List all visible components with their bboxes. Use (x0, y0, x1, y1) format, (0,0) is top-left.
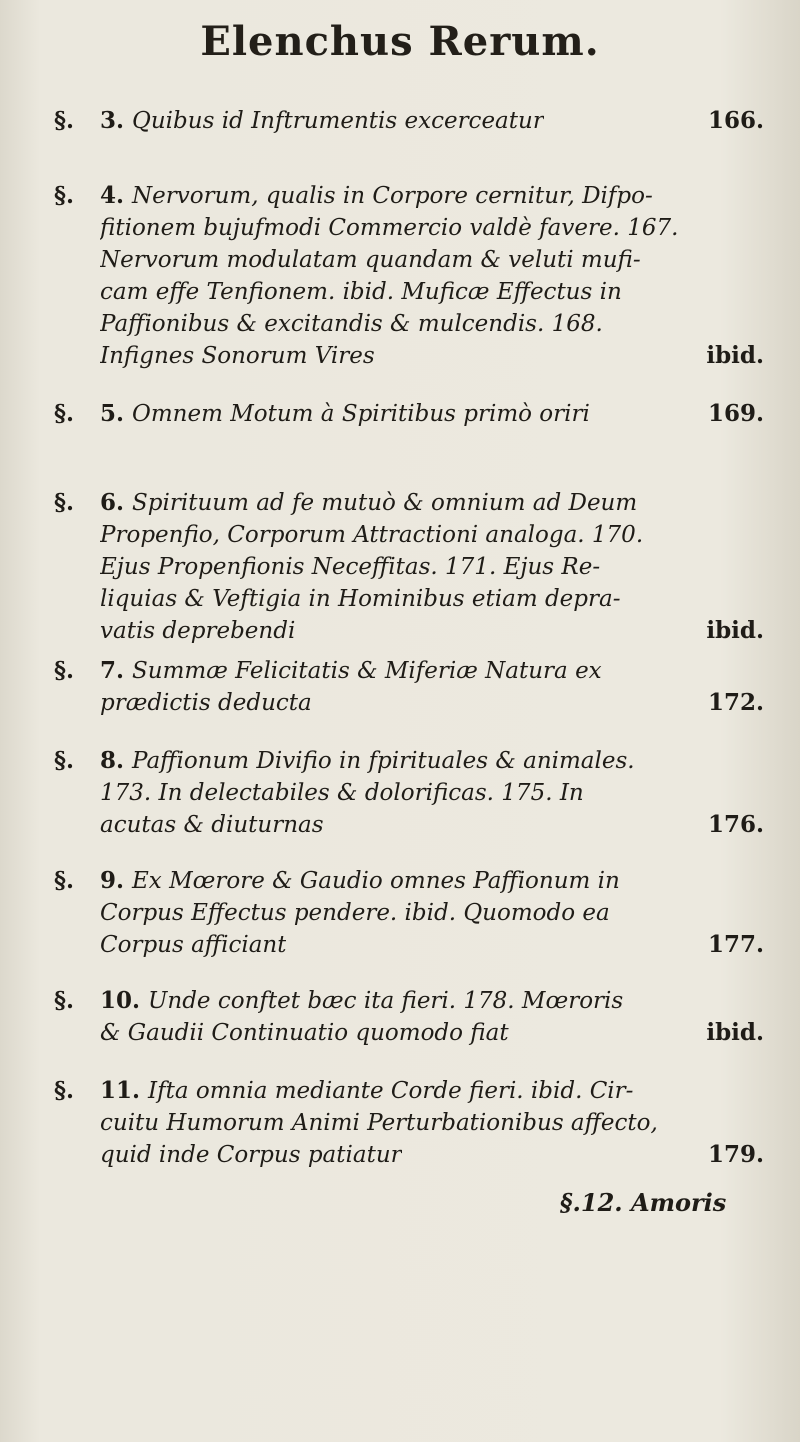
entry-line (100, 105, 764, 137)
page-reference: ibid. (706, 342, 764, 369)
entry-text: prædictis deducta (100, 690, 312, 716)
index-entry (54, 105, 764, 137)
entry-text: Omnem Motum à Spiritibus primò oriri (132, 401, 590, 427)
entry-line (100, 276, 764, 308)
entry-line (100, 308, 764, 340)
entry-text: liquias & Veftigia in Hominibus etiam depra- (100, 586, 621, 612)
index-entry (54, 865, 764, 961)
page-reference: 169. (707, 400, 764, 427)
entry-line (100, 615, 764, 647)
entry-line (100, 1075, 764, 1107)
index-entry (54, 985, 764, 1049)
entry-number: 3. (100, 107, 125, 134)
entry-line (100, 777, 764, 809)
entry-text: fitionem bujufmodi Commercio valdè favere. 167. (100, 215, 679, 241)
entry-line (100, 809, 764, 841)
section-mark: §. (54, 987, 75, 1014)
entry-text: Unde conftet bæc ita fieri. 178. Mœroris (148, 988, 624, 1014)
section-mark: §. (54, 489, 75, 516)
entry-line (100, 985, 764, 1017)
entry-text: cam effe Tenfionem. ibid. Muficæ Effectus in (100, 279, 622, 305)
entry-line (100, 244, 764, 276)
entry-text: acutas & diuturnas (100, 812, 324, 838)
page-reference: 172. (707, 689, 764, 716)
entry-text: quid inde Corpus patiatur (100, 1142, 402, 1168)
entry-text: Ifta omnia mediante Corde fieri. ibid. Cir- (148, 1078, 634, 1104)
section-mark: §. (54, 657, 75, 684)
entry-text: Ejus Propenfionis Neceffitas. 171. Ejus Re- (100, 554, 601, 580)
section-mark: §. (54, 867, 75, 894)
entry-number: 5. (100, 400, 125, 427)
entry-text: Corpus afficiant (100, 932, 287, 958)
entry-line (100, 865, 764, 897)
entry-text: Propenfio, Corporum Attractioni analoga. 170. (100, 522, 644, 548)
section-mark: §. (54, 107, 75, 134)
entry-text: Nervorum, qualis in Corpore cernitur, Difpo- (132, 183, 653, 209)
entry-text: Paffionum Divifio in fpirituales & animales. (132, 748, 635, 774)
entry-text: Paffionibus & excitandis & mulcendis. 168. (100, 311, 603, 337)
index-entry (54, 745, 764, 841)
entry-line (100, 655, 764, 687)
page-reference: 166. (707, 107, 764, 134)
section-mark: §. (54, 182, 75, 209)
entry-line (100, 1107, 764, 1139)
index-entry (54, 1075, 764, 1171)
entry-line (100, 745, 764, 777)
entry-line (100, 551, 764, 583)
catchword: §.12. Amoris (560, 1188, 727, 1217)
entry-number: 8. (100, 747, 125, 774)
entry-line (100, 1017, 764, 1049)
page-reference: ibid. (706, 1019, 764, 1046)
entry-text: 173. In delectabiles & dolorificas. 175. In (100, 780, 584, 806)
entry-line (100, 1139, 764, 1171)
entry-line (100, 929, 764, 961)
entry-line (100, 212, 764, 244)
index-entry (54, 398, 764, 430)
entry-number: 9. (100, 867, 125, 894)
entry-number: 10. (100, 987, 141, 1014)
entry-line (100, 398, 764, 430)
entry-line (100, 519, 764, 551)
entry-line (100, 340, 764, 372)
entry-number: 4. (100, 182, 125, 209)
entry-line (100, 583, 764, 615)
section-mark: §. (54, 747, 75, 774)
entry-line (100, 180, 764, 212)
entry-line (100, 897, 764, 929)
entry-number: 11. (100, 1077, 141, 1104)
section-mark: §. (54, 1077, 75, 1104)
entry-text: Spirituum ad fe mutuò & omnium ad Deum (132, 490, 638, 516)
entry-text: Quibus id Inftrumentis excerceatur (132, 108, 544, 134)
index-entry (54, 180, 764, 372)
page-reference: ibid. (706, 617, 764, 644)
entry-line (100, 487, 764, 519)
entry-text: Corpus Effectus pendere. ibid. Quomodo ea (100, 900, 610, 926)
page-reference: 177. (707, 931, 764, 958)
entry-text: & Gaudii Continuatio quomodo fiat (100, 1020, 509, 1046)
entry-number: 6. (100, 489, 125, 516)
entry-text: vatis deprebendi (100, 618, 296, 644)
entry-text: Nervorum modulatam quandam & veluti mufi- (100, 247, 641, 273)
entry-text: Ex Mœrore & Gaudio omnes Paffionum in (132, 868, 620, 894)
section-mark: §. (54, 400, 75, 427)
entry-line (100, 687, 764, 719)
page-header: Elenchus Rerum. (200, 18, 600, 65)
entry-text: Summæ Felicitatis & Miferiæ Natura ex (132, 658, 602, 684)
index-entry (54, 655, 764, 719)
page-reference: 179. (707, 1141, 764, 1168)
entry-text: cuitu Humorum Animi Perturbationibus affecto, (100, 1110, 658, 1136)
index-entry (54, 487, 764, 647)
entry-number: 7. (100, 657, 125, 684)
page-reference: 176. (707, 811, 764, 838)
entry-text: Infignes Sonorum Vires (100, 343, 375, 369)
